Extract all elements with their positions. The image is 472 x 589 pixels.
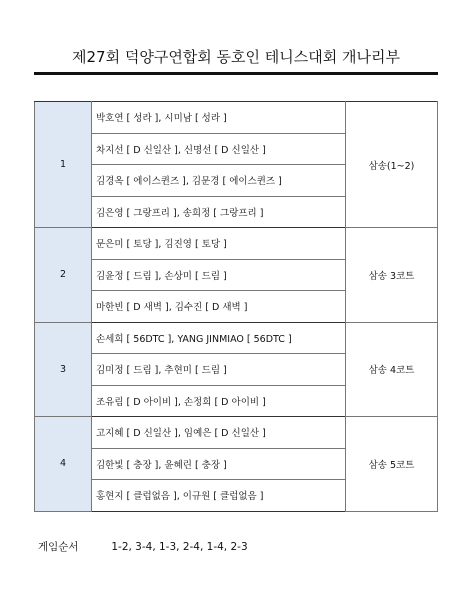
table-row (35, 417, 438, 449)
table-row (35, 102, 438, 134)
team-entry: 홍현지 [ 클럽없음 ], 이규원 [ 클럽없음 ] (92, 480, 346, 512)
game-order-value: 1-2, 3-4, 1-3, 2-4, 1-4, 2-3 (111, 541, 248, 553)
group-court: 삼송 5코트 (346, 417, 438, 512)
team-entry: 마한빈 [ D 새벽 ], 김수진 [ D 새벽 ] (92, 291, 346, 323)
table-row (35, 228, 438, 260)
game-order (38, 539, 248, 554)
group-court: 삼송 4코트 (346, 322, 438, 417)
team-entry: 김한빛 [ 충장 ], 윤혜린 [ 충장 ] (92, 448, 346, 480)
group-number: 1 (35, 102, 92, 228)
groups-table (34, 101, 438, 512)
team-entry: 김윤정 [ 드림 ], 손상미 [ 드림 ] (92, 259, 346, 291)
team-entry: 문은미 [ 토당 ], 김진영 [ 토당 ] (92, 228, 346, 260)
game-order-label: 게임순서 (38, 541, 79, 553)
team-entry: 조유림 [ D 아이비 ], 손정희 [ D 아이비 ] (92, 385, 346, 417)
group-number: 4 (35, 417, 92, 512)
team-entry: 김경옥 [ 에이스퀸즈 ], 김문경 [ 에이스퀸즈 ] (92, 165, 346, 197)
group-number: 2 (35, 228, 92, 323)
team-entry: 손세희 [ 56DTC ], YANG JINMIAO [ 56DTC ] (92, 322, 346, 354)
group-court: 삼송(1~2) (346, 102, 438, 228)
table-row (35, 322, 438, 354)
team-entry: 박호연 [ 성라 ], 시미남 [ 성라 ] (92, 102, 346, 134)
team-entry: 김은영 [ 그랑프리 ], 송희정 [ 그랑프리 ] (92, 196, 346, 228)
team-entry: 고지혜 [ D 신일산 ], 임예은 [ D 신일산 ] (92, 417, 346, 449)
group-number: 3 (35, 322, 92, 417)
page-title: 제27회 덕양구연합회 동호인 테니스대회 개나리부 (72, 48, 400, 66)
group-court: 삼송 3코트 (346, 228, 438, 323)
groups-table-body (35, 102, 438, 512)
team-entry: 김미정 [ 드림 ], 추현미 [ 드림 ] (92, 354, 346, 386)
title-underline (34, 72, 438, 75)
team-entry: 차지선 [ D 신일산 ], 신명선 [ D 신일산 ] (92, 133, 346, 165)
